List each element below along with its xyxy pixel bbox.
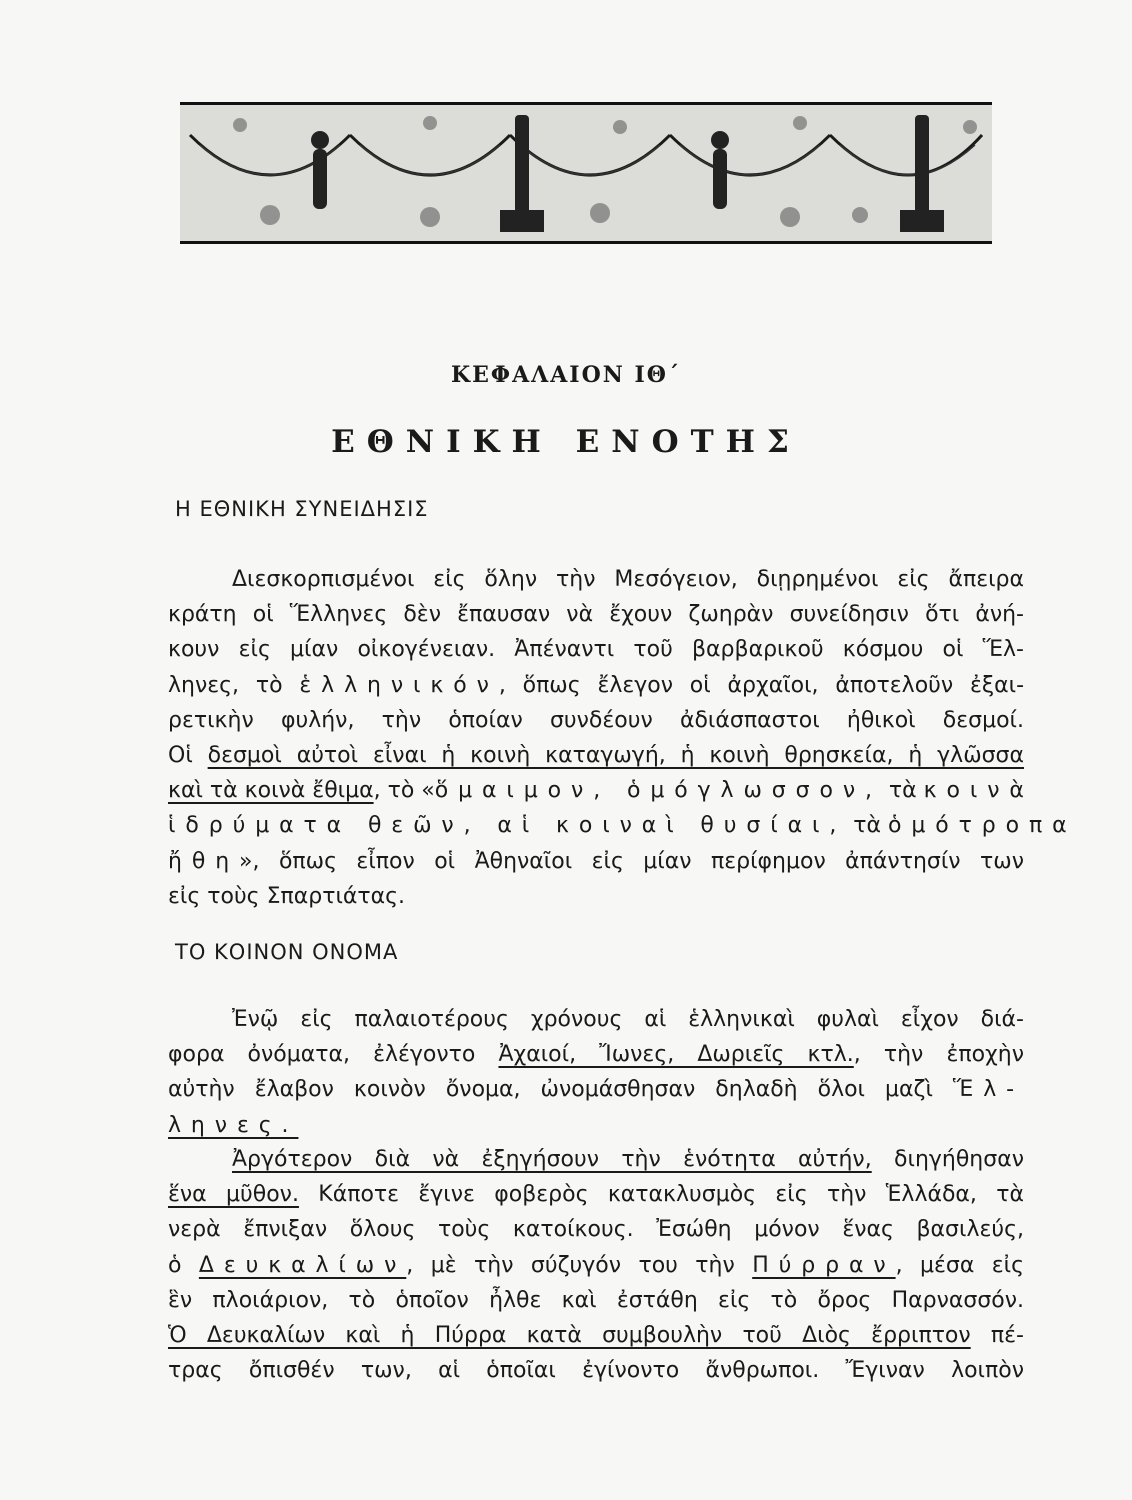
- text-line: νερὰ ἔπνιξαν ὅλους τοὺς κατοίκους. Ἐσώθη μόνον ἕνας βασιλεύς,: [168, 1217, 1024, 1243]
- text-line: κουν εἰς μίαν οἰκογένειαν. Ἀπέναντι τοῦ βαρβαρικοῦ κόσμου οἱ Ἕλ-: [168, 637, 1024, 663]
- text-line: ληνες.: [168, 1112, 299, 1138]
- section-heading: ΤΟ ΚΟΙΝΟΝ ΟΝΟΜΑ: [175, 940, 399, 964]
- text-line: Ἐνῷ εἰς παλαιοτέρους χρόνους αἱ ἑλληνικαὶ φυλαὶ εἶχον διά-: [232, 1007, 1024, 1032]
- text-line: Ὁ Δευκαλίων καὶ ἡ Πύρρα κατὰ συμβουλὴν τοῦ Διὸς ἔρριπτον πέ-: [168, 1323, 1024, 1349]
- text-line: ληνες, τὸ ἑλληνικόν, ὅπως ἔλεγον οἱ ἀρχαῖοι, ἀποτελοῦν ἐξαι-: [168, 672, 1025, 698]
- text-line: τρας ὄπισθέν των, αἱ ὁποῖαι ἐγίνοντο ἄνθρωποι. Ἔγιναν λοιπὸν: [168, 1358, 1024, 1384]
- text-line: Διεσκορπισμένοι εἰς ὅλην τὴν Μεσόγειον, διῃρημένοι εἰς ἄπειρα: [232, 567, 1024, 592]
- paragraph: [168, 562, 1077, 914]
- text-line: κράτη οἱ Ἕλληνες δὲν ἔπαυσαν νὰ ἔχουν ζωηρὰν συνείδησιν ὅτι ἀνή-: [168, 602, 1024, 628]
- text-line: Ἀργότερον διὰ νὰ ἐξηγήσουν τὴν ἑνότητα αὐτήν, διηγήθησαν: [232, 1147, 1024, 1172]
- text-line: ἱδρύματα θεῶν, αἱ κοιναὶ θυσίαι, τὰ ὁμότροπα: [168, 813, 1077, 839]
- paragraph: [168, 1142, 1024, 1388]
- text-line: ἓν πλοιάριον, τὸ ὁποῖον ἦλθε καὶ ἐστάθη εἰς τὸ ὄρος Παρνασσόν.: [168, 1287, 1024, 1313]
- text-line: ὁ Δευκαλίων, μὲ τὴν σύζυγόν του τὴν Πύρραν, μέσα εἰς: [168, 1252, 1024, 1278]
- chapter-label: ΚΕΦΑΛΑΙΟΝ ΙΘ΄: [451, 362, 681, 388]
- text-line: εἰς τοὺς Σπαρτιάτας.: [168, 883, 406, 909]
- paragraph: [168, 1002, 1024, 1143]
- chapter-title: ΕΘΝΙΚΗ ΕΝΟΤΗΣ: [331, 424, 801, 460]
- text-line: καὶ τὰ κοινὰ ἔθιμα, τὸ «ὅμαιμον, ὁμόγλωσσον, τὰ κοινὰ: [168, 778, 1034, 804]
- text-line: Οἱ δεσμοὶ αὐτοὶ εἶναι ἡ κοινὴ καταγωγή, ἡ κοινὴ θρησκεία, ἡ γλῶσσα: [168, 743, 1025, 769]
- text-line: ἕνα μῦθον. Κάποτε ἔγινε φοβερὸς κατακλυσμὸς εἰς τὴν Ἑλλάδα, τὰ: [168, 1182, 1024, 1208]
- text-line: ρετικὴν φυλήν, τὴν ὁποίαν συνδέουν ἀδιάσπαστοι ἠθικοὶ δεσμοί.: [168, 707, 1024, 733]
- section-heading: Η ΕΘΝΙΚΗ ΣΥΝΕΙΔΗΣΙΣ: [175, 497, 429, 521]
- decorative-frieze: [180, 102, 992, 244]
- text-line: φορα ὀνόματα, ἐλέγοντο Ἀχαιοί, Ἴωνες, Δωριεῖς κτλ., τὴν ἐποχὴν: [168, 1042, 1024, 1068]
- text-line: ἤθη», ὅπως εἶπον οἱ Ἀθηναῖοι εἰς μίαν περίφημον ἀπάντησίν των: [168, 848, 1024, 874]
- frieze-ornament-icon: [180, 105, 992, 241]
- text-line: αὐτὴν ἔλαβον κοινὸν ὄνομα, ὠνομάσθησαν δηλαδὴ ὅλοι μαζὶ Ἕλ-: [168, 1077, 1024, 1103]
